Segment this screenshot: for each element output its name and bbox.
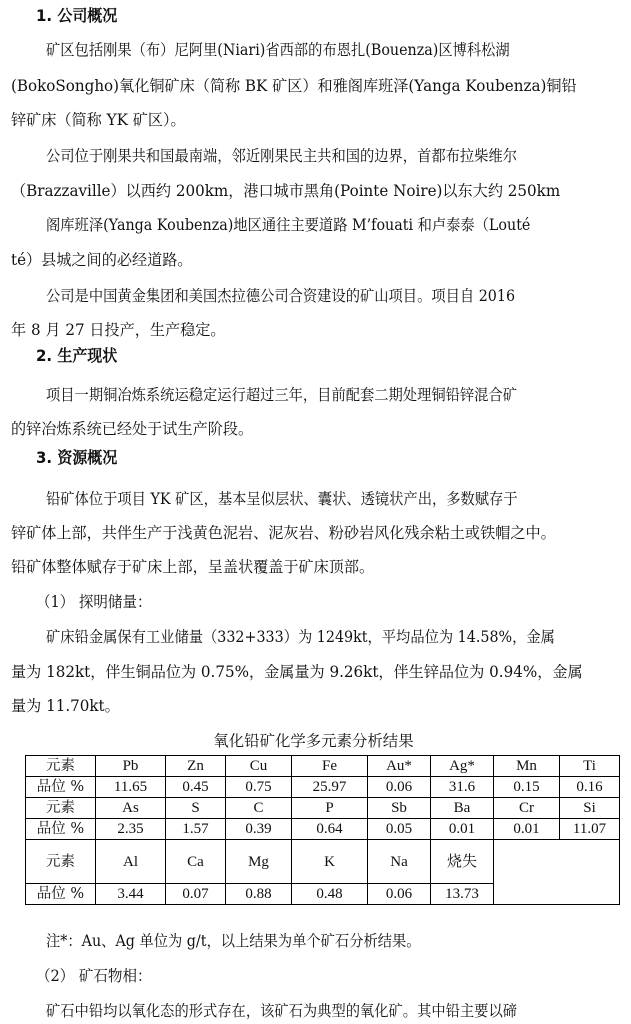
table-cell: 25.97 <box>292 777 368 798</box>
subheading-ore-phase: （2） 矿石物相： <box>36 967 152 985</box>
table-cell: 0.06 <box>368 884 431 905</box>
table-cell: Au* <box>368 756 431 777</box>
paragraph-line: 量为 182kt，伴生铜品位为 0.75%，金属量为 9.26kt，伴生锌品位为 0.94%，金属 <box>11 663 583 681</box>
paragraph-line: 年 8 月 27 日投产，生产稳定。 <box>11 321 226 339</box>
table-cell: 0.06 <box>368 777 431 798</box>
table-cell: Cu <box>226 756 292 777</box>
paragraph-line: té）县城之间的必经道路。 <box>11 251 193 269</box>
paragraph-line: （Brazzaville）以西约 200km，港口城市黑角(Pointe Noire)以东大约 250km <box>11 182 561 200</box>
paragraph-line: 铅矿体整体赋存于矿床上部，呈盖状覆盖于矿床顶部。 <box>11 558 375 576</box>
table-cell: Cr <box>494 798 560 819</box>
paragraph-line: 锌矿床（简称 YK 矿区）。 <box>11 111 186 129</box>
table-cell: Ba <box>431 798 494 819</box>
table-cell: 元素 <box>26 756 96 777</box>
paragraph-line: 量为 11.70kt。 <box>11 697 120 715</box>
heading-resource-overview: 3. 资源概况 <box>36 448 118 467</box>
paragraph-line: 矿石中铅均以氧化态的形式存在，该矿石为典型的氧化矿。其中铅主要以碲 <box>46 1002 518 1020</box>
table-cell: 0.16 <box>560 777 620 798</box>
table-cell: 1.57 <box>166 819 226 840</box>
table-caption: 氧化铅矿化学多元素分析结果 <box>213 732 414 750</box>
table-cell: Si <box>560 798 620 819</box>
table-cell: 3.44 <box>96 884 166 905</box>
paragraph-line: 铅矿体位于项目 YK 矿区，基本呈似层状、囊状、透镜状产出，多数赋存于 <box>46 490 518 508</box>
table-cell: As <box>96 798 166 819</box>
table-cell: Zn <box>166 756 226 777</box>
table-cell: 0.48 <box>292 884 368 905</box>
heading-company-overview: 1. 公司概况 <box>36 6 118 25</box>
table-cell: Ti <box>560 756 620 777</box>
table-cell: K <box>292 840 368 884</box>
table-cell: 烧失 <box>431 840 494 884</box>
paragraph-line: 公司位于刚果共和国最南端，邻近刚果民主共和国的边界，首都布拉柴维尔 <box>46 147 518 165</box>
table-cell: 11.65 <box>96 777 166 798</box>
paragraph-line: 锌矿体上部，共伴生产于浅黄色泥岩、泥灰岩、粉砂岩风化残余粘土或铁帽之中。 <box>11 524 556 542</box>
table-cell: 0.01 <box>431 819 494 840</box>
paragraph-line: 项目一期铜冶炼系统运稳定运行超过三年，目前配套二期处理铜铅锌混合矿 <box>46 386 518 404</box>
table-cell: C <box>226 798 292 819</box>
table-cell: 11.07 <box>560 819 620 840</box>
table-cell: 品位 % <box>26 819 96 840</box>
table-cell: Fe <box>292 756 368 777</box>
table-cell: 2.35 <box>96 819 166 840</box>
table-cell: Ca <box>166 840 226 884</box>
table-cell: 0.45 <box>166 777 226 798</box>
table-cell: 0.75 <box>226 777 292 798</box>
subheading-proven-reserves: （1） 探明储量： <box>36 593 152 611</box>
table-empty-cell <box>494 840 620 905</box>
table-cell: 13.73 <box>431 884 494 905</box>
table-cell: Mn <box>494 756 560 777</box>
table-cell: 元素 <box>26 840 96 884</box>
table-cell: P <box>292 798 368 819</box>
table-cell: 0.88 <box>226 884 292 905</box>
heading-production-status: 2. 生产现状 <box>36 346 118 365</box>
paragraph-line: (BokoSongho)氧化铜矿床（简称 BK 矿区）和雅阁库班泽(Yanga Koubenza)铜铅 <box>11 77 577 95</box>
table-cell: 0.64 <box>292 819 368 840</box>
table-row <box>26 819 620 840</box>
table-cell: S <box>166 798 226 819</box>
table-cell: 0.07 <box>166 884 226 905</box>
table-cell: 31.6 <box>431 777 494 798</box>
table-cell: Na <box>368 840 431 884</box>
table-cell: 0.15 <box>494 777 560 798</box>
paragraph-line: 矿区包括刚果（布）尼阿里(Niari)省西部的布恩扎(Bouenza)区博科松湖 <box>46 41 510 59</box>
table-cell: 品位 % <box>26 884 96 905</box>
table-footnote: 注*：Au、Ag 单位为 g/t，以上结果为单个矿石分析结果。 <box>46 932 421 950</box>
table-cell: Pb <box>96 756 166 777</box>
table-cell: Mg <box>226 840 292 884</box>
paragraph-line: 的锌冶炼系统已经处于试生产阶段。 <box>11 420 254 438</box>
table-cell: Ag* <box>431 756 494 777</box>
table-cell: Al <box>96 840 166 884</box>
table-row <box>26 777 620 798</box>
table-row <box>26 840 620 884</box>
paragraph-line: 公司是中国黄金集团和美国杰拉德公司合资建设的矿山项目。项目自 2016 <box>46 287 516 305</box>
table-cell: 0.05 <box>368 819 431 840</box>
table-row <box>26 756 620 777</box>
table-row <box>26 798 620 819</box>
table-cell: 0.39 <box>226 819 292 840</box>
analysis-table <box>25 755 620 905</box>
table-cell: 0.01 <box>494 819 560 840</box>
table-cell: Sb <box>368 798 431 819</box>
paragraph-line: 阁库班泽(Yanga Koubenza)地区通往主要道路 M’fouati 和卢泰泰（Louté <box>46 216 531 234</box>
table-cell: 元素 <box>26 798 96 819</box>
paragraph-line: 矿床铅金属保有工业储量（332+333）为 1249kt，平均品位为 14.58%，金属 <box>46 628 555 646</box>
table-cell: 品位 % <box>26 777 96 798</box>
